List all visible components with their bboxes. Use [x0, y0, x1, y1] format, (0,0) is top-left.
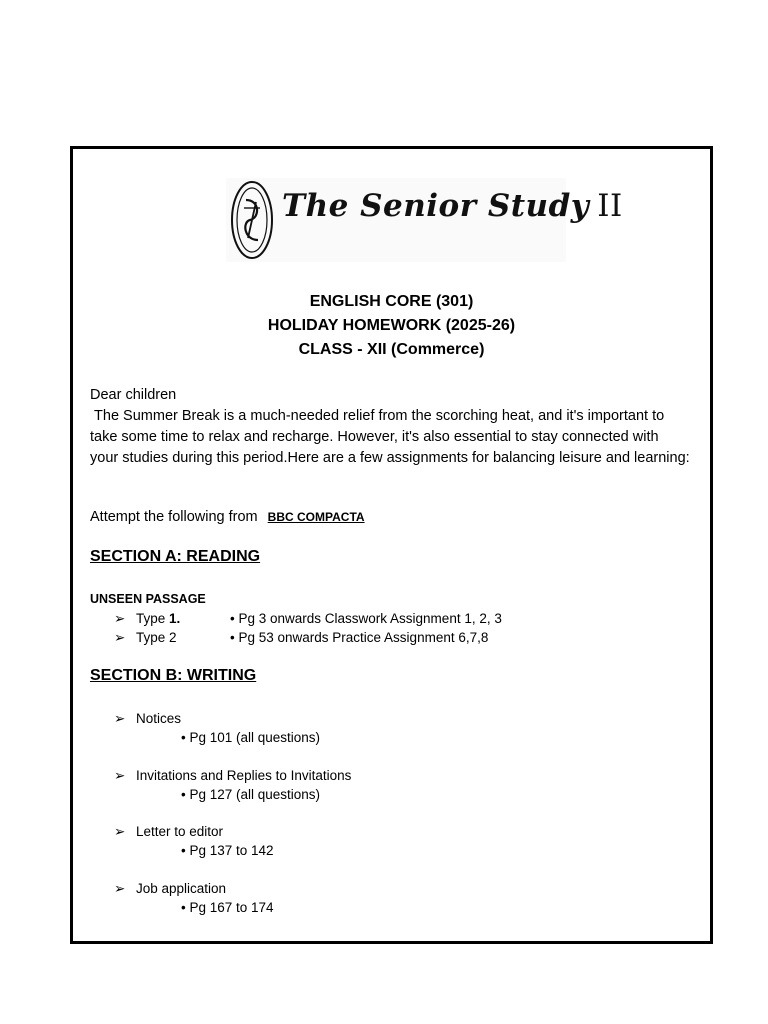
arrow-bullet-icon: ➢ — [114, 768, 126, 783]
passage-detail: • Pg 53 onwards Practice Assignment 6,7,8 — [230, 630, 489, 645]
attempt-line — [90, 509, 365, 525]
writing-task: Notices — [136, 711, 182, 726]
subject-heading: ENGLISH CORE (301) — [309, 293, 474, 310]
writing-task-detail: • Pg 137 to 142 — [181, 843, 274, 858]
unseen-passage-label: UNSEEN PASSAGE — [90, 592, 206, 606]
section-b-title: SECTION B: WRITING — [90, 667, 257, 684]
writing-task: Job application — [136, 881, 227, 896]
monogram-seal-icon — [226, 178, 282, 262]
homework-heading: HOLIDAY HOMEWORK (2025-26) — [267, 317, 516, 334]
attempt-text: Attempt the following from — [90, 509, 258, 525]
writing-task-detail: • Pg 167 to 174 — [181, 900, 274, 915]
passage-type: Type 2 — [136, 630, 177, 645]
book-name: BBC COMPACTA — [267, 510, 365, 524]
arrow-bullet-icon: ➢ — [114, 824, 126, 839]
passage-detail: • Pg 3 onwards Classwork Assignment 1, 2, 3 — [230, 611, 502, 626]
writing-task: Letter to editor — [136, 824, 224, 839]
arrow-bullet-icon: ➢ — [114, 711, 126, 726]
school-logo — [226, 178, 623, 262]
arrow-bullet-icon: ➢ — [114, 881, 126, 896]
logo-wordmark: The Senior Study II — [282, 188, 623, 224]
class-heading: CLASS - XII (Commerce) — [298, 341, 485, 358]
section-a-title: SECTION A: READING — [90, 548, 261, 565]
passage-type: Type 1. — [136, 611, 181, 626]
intro-paragraph: The Summer Break is a much-needed relief from the scorching heat, and it's important to take some time to relax and recharge. However, it's also essential to stay connected with your studies during this period.Here are a few assignments for balancing leisure and learning: — [90, 408, 690, 466]
writing-task-detail: • Pg 127 (all questions) — [181, 787, 321, 802]
greeting: Dear children — [90, 387, 177, 403]
arrow-bullet-icon: ➢ — [114, 630, 126, 645]
writing-task: Invitations and Replies to Invitations — [136, 768, 352, 783]
writing-task-detail: • Pg 101 (all questions) — [181, 730, 321, 745]
arrow-bullet-icon: ➢ — [114, 611, 126, 626]
